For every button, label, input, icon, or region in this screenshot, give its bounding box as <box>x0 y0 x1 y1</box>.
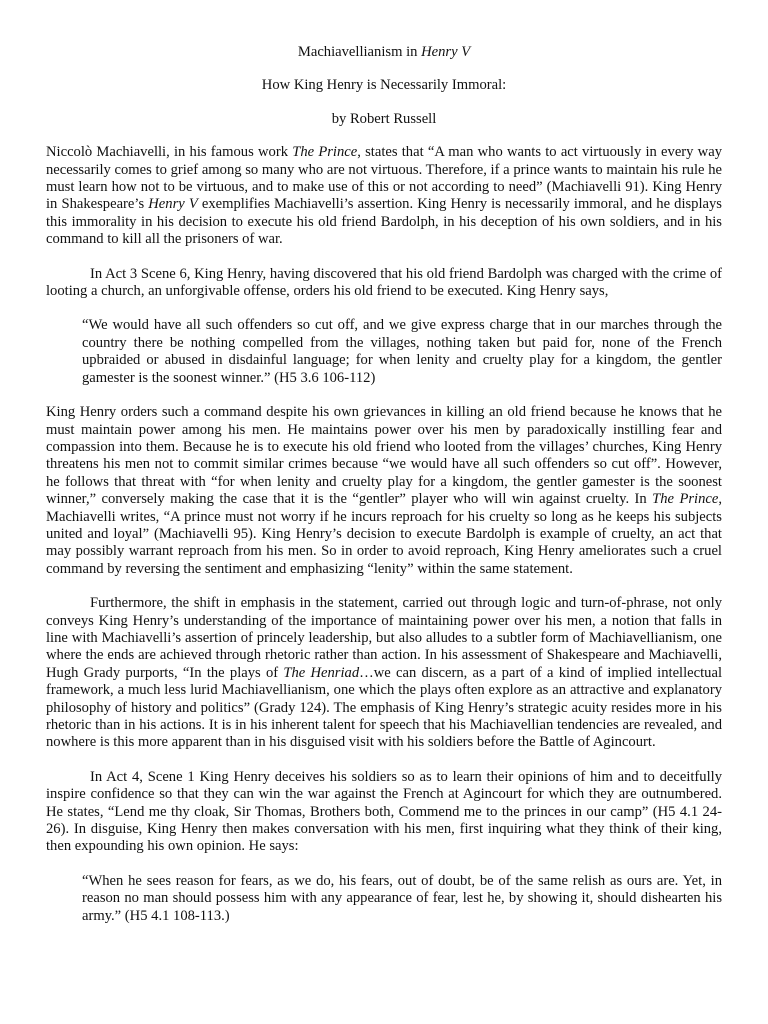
text-run: …we can discern, as a part of a kind of implied intellectual framework, a much less lurid Machiavellianism, one which the plays often explore as an attractive and explanatory philosophy of history and politics” (Grady 124). The emphasis of King Henry’s strategic acuity resides more in his rhetoric than in his actions. It is in his inherent talent for speech that his Machiavellian tendencies are revealed, and nowhere is this more apparent than in his disguised visit with his soldiers before the Battle of Agincourt. <box>46 664 722 751</box>
italic-run: The Prince <box>292 144 358 161</box>
document-author: by Robert Russell <box>331 110 437 127</box>
text-run: exemplifies Machiavelli’s assertion. King Henry is necessarily immoral, and he displays this immorality in his decision to execute his old friend Bardolph, in his deception of his own soldiers, and in his command to kill all the prisoners of war. <box>46 196 722 248</box>
italic-run: Henry V <box>148 196 198 213</box>
text-run: Furthermore, the shift in emphasis in the statement, carried out through logic and turn-of-phrase, not only conveys King Henry’s understanding of the importance of maintaining power over his men, a notion that falls in line with Machiavelli’s assertion of princely leadership, but also alludes to a subtler form of Machiavellianism, one where the ends are achieved through rhetoric rather than action. In his assessment of Shakespeare and Machiavelli, Hugh Grady purports, “In the plays of <box>46 595 722 681</box>
paragraph-rhetoric <box>46 595 722 752</box>
text-run: Niccolò Machiavelli, in his famous work <box>46 144 293 161</box>
paragraph-intro <box>46 144 722 248</box>
italic-run: The Prince <box>652 491 719 508</box>
text-run: , states that “A man who wants to act virtuously in every way necessarily comes to grief among so many who are not virtuous. Therefore, if a prince wants to maintain his rule he must learn how not to be virtuous, and to make use of this or not according to need” (Machiavelli 91). King Henry in Shakespeare’s <box>46 144 722 213</box>
document-title <box>46 44 722 61</box>
text-run: , Machiavelli writes, “A prince must not worry if he incurs reproach for his cruelty so long as he keeps his subjects united and loyal” (Machiavelli 95). King Henry’s decision to execute Bardolph is example of cruelty, an act that may possibly warrant reproach from his men. So in order to avoid reproach, King Henry ameliorates such a cruel command by reversing the sentiment and emphasizing “lenity” within the same statement. <box>46 491 722 577</box>
title-italic: Henry V <box>421 44 471 60</box>
italic-run: The Henriad <box>283 664 360 681</box>
block-quote-2: “When he sees reason for fears, as we do, his fears, out of doubt, be of the same relish as ours are. Yet, in reason no man should possess him with any appearance of fear, lest he, by showing it, should dishearten his army.” (H5 4.1 108-113.) <box>82 872 722 924</box>
title-text: Machiavellianism in <box>297 44 422 60</box>
text-run: King Henry orders such a command despite his own grievances in killing an old friend because he knows that he must maintain power among his men. He maintains power over his men by paradoxically instilling fear and compassion into them. Because he is to execute his old friend who looted from the villages’ churches, King Henry threatens his men not to commit similar crimes because “we would have all such offenders so cut off”. However, he follows that threat with “for when lenity and cruelty play for a kingdom, the gentler gamester is the soonest winner,” conversely making the case that it is the “gentler” player who will win against cruelty. In <box>46 404 722 508</box>
paragraph-act4: In Act 4, Scene 1 King Henry deceives his soldiers so as to learn their opinions of him and to deceitfully inspire confidence so that they can win the war against the French at Agincourt for which they are outnumbered. He states, “Lend me thy cloak, Sir Thomas, Brothers both, Commend me to the princes in our camp” (H5 4.1 24-26). In disguise, King Henry then makes conversation with his men, first inquiring what they think of their king, then expounding his own opinion. He says: <box>46 768 722 855</box>
paragraph-analysis <box>46 404 722 578</box>
paragraph-act3: In Act 3 Scene 6, King Henry, having discovered that his old friend Bardolph was charged with the crime of looting a church, an unforgivable offense, orders his old friend to be executed. King Henry says, <box>46 265 722 300</box>
document-subtitle: How King Henry is Necessarily Immoral: <box>261 77 507 94</box>
block-quote-1: “We would have all such offenders so cut off, and we give express charge that in our marches through the country there be nothing compelled from the villages, nothing taken but paid for, none of the French upbraided or abused in disdainful language; for when lenity and cruelty play for a kingdom, the gentler gamester is the soonest winner.” (H5 3.6 106-112) <box>82 317 722 386</box>
